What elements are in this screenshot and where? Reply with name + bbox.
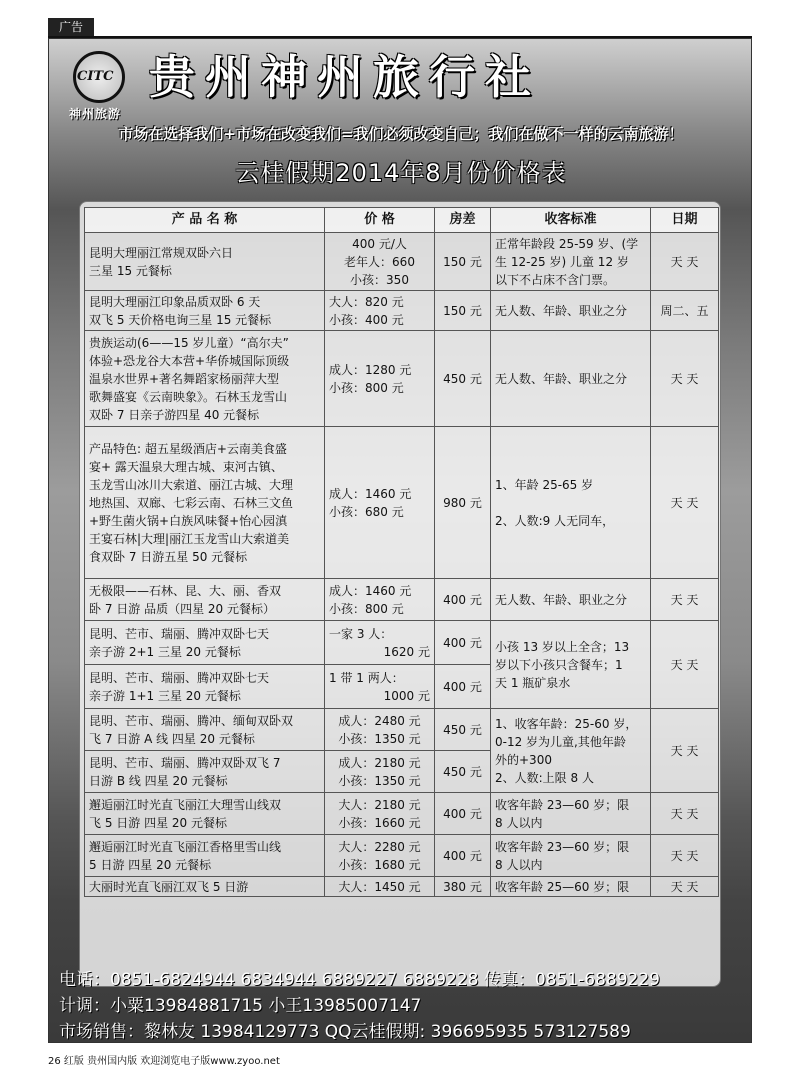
room-diff: 380 元	[435, 877, 491, 897]
poster	[48, 38, 752, 1043]
product-name: 产品特色: 超五星级酒店+云南美食盛 宴+ 露天温泉大理古城、束河古镇、 玉龙雪山冰川大索道、丽江古城、大理 地热国、双廊、七彩云南、石林三文鱼 +野生菌火锅+白族风味餐+怡心园滇 王宴石林|大理|丽江玉龙雪山大索道美 食双卧 7 日游五星 50 元餐标	[85, 427, 325, 579]
date: 天 天	[651, 709, 719, 793]
standard: 1、收客年龄：25-60 岁， 0-12 岁为儿童,其他年龄 外的+300 2、人数:上限 8 人	[491, 709, 651, 793]
standard: 1、年龄 25-65 岁 2、人数:9 人无同车，	[491, 427, 651, 579]
logo-text: CITC	[77, 69, 114, 84]
table-row	[85, 835, 719, 877]
standard: 收客年龄 25—60 岁；限	[491, 877, 651, 897]
date: 天 天	[651, 331, 719, 427]
price: 1 带 1 两人： 1000 元	[325, 665, 435, 709]
price: 成人：1460 元 小孩：800 元	[325, 579, 435, 621]
room-diff: 400 元	[435, 579, 491, 621]
price: 成人：2480 元 小孩：1350 元	[325, 709, 435, 751]
table-row	[85, 331, 719, 427]
price: 400 元/人 老年人：660 小孩：350	[325, 233, 435, 291]
col-header-date: 日期	[651, 208, 719, 233]
col-header-room: 房差	[435, 208, 491, 233]
phone-fax-line: 电话：0851-6824944 6834944 6889227 6889228 传真：0851-6889229	[59, 970, 660, 990]
date: 天 天	[651, 835, 719, 877]
room-diff: 400 元	[435, 793, 491, 835]
contact-block	[49, 967, 752, 1043]
price: 成人：1460 元 小孩：680 元	[325, 427, 435, 579]
room-diff: 400 元	[435, 835, 491, 877]
room-diff: 450 元	[435, 709, 491, 751]
logo-subtext: 神州旅游	[69, 107, 122, 121]
standard: 无人数、年龄、职业之分	[491, 331, 651, 427]
planner-line: 计调：小粟13984881715 小王13985007147	[59, 996, 422, 1016]
table-header-row	[85, 208, 719, 233]
product-name: 昆明、芒市、瑞丽、腾冲双卧双飞 7 日游 B 线 四星 20 元餐标	[85, 751, 325, 793]
standard: 小孩 13 岁以上全含；13 岁以下小孩只含餐车；1 天 1 瓶矿泉水	[491, 621, 651, 709]
date: 天 天	[651, 579, 719, 621]
brand-title: 贵州神州旅行社	[149, 50, 541, 104]
date: 天 天	[651, 233, 719, 291]
product-name: 昆明大理丽江常规双卧六日 三星 15 元餐标	[85, 233, 325, 291]
room-diff: 400 元	[435, 621, 491, 665]
price: 大人：2280 元 小孩：1680 元	[325, 835, 435, 877]
col-header-product: 产 品 名 称	[85, 208, 325, 233]
product-name: 昆明、芒市、瑞丽、腾冲、缅甸双卧双 飞 7 日游 A 线 四星 20 元餐标	[85, 709, 325, 751]
price-table-panel	[79, 201, 721, 987]
room-diff: 400 元	[435, 665, 491, 709]
table-row	[85, 291, 719, 331]
date: 天 天	[651, 877, 719, 897]
col-header-price: 价 格	[325, 208, 435, 233]
date: 天 天	[651, 427, 719, 579]
price: 大人：1450 元	[325, 877, 435, 897]
citc-logo	[63, 47, 149, 127]
standard: 收客年龄 23—60 岁；限 8 人以内	[491, 835, 651, 877]
price-table	[84, 207, 719, 897]
standard: 收客年龄 23—60 岁；限 8 人以内	[491, 793, 651, 835]
product-name: 昆明、芒市、瑞丽、腾冲双卧七天 亲子游 2+1 三星 20 元餐标	[85, 621, 325, 665]
ad-tag: 广告	[48, 18, 94, 36]
product-name: 昆明、芒市、瑞丽、腾冲双卧七天 亲子游 1+1 三星 20 元餐标	[85, 665, 325, 709]
price-table-title: 云桂假期2014年8月份价格表	[235, 159, 567, 187]
product-name: 邂逅丽江时光直飞丽江香格里雪山线 5 日游 四星 20 元餐标	[85, 835, 325, 877]
room-diff: 150 元	[435, 291, 491, 331]
slogan: 市场在选择我们+市场在改变我们=我们必须改变自己；我们在做不一样的云南旅游！	[118, 125, 684, 143]
standard: 正常年龄段 25-59 岁、(学 生 12-25 岁) 儿童 12 岁 以下不占床不含门票。	[491, 233, 651, 291]
table-row	[85, 621, 719, 665]
table-row	[85, 233, 719, 291]
product-name: 邂逅丽江时光直飞丽江大理雪山线双 飞 5 日游 四星 20 元餐标	[85, 793, 325, 835]
price: 大人：820 元 小孩：400 元	[325, 291, 435, 331]
page-footer: 26 红版 贵州国内版 欢迎浏览电子版www.zyoo.net	[48, 1056, 280, 1067]
price: 大人：2180 元 小孩：1660 元	[325, 793, 435, 835]
table-row	[85, 793, 719, 835]
product-name: 贵族运动(6——15 岁儿童）“高尔夫” 体验+恐龙谷大本营+华侨城国际顶级 温泉水世界+著名舞蹈家杨丽萍大型 歌舞盛宴《云南映象》。石林玉龙雪山 双卧 7 日亲子游四星 40 元餐标	[85, 331, 325, 427]
product-name: 大丽时光直飞丽江双飞 5 日游	[85, 877, 325, 897]
table-body	[85, 233, 719, 897]
standard: 无人数、年龄、职业之分	[491, 291, 651, 331]
room-diff: 980 元	[435, 427, 491, 579]
room-diff: 450 元	[435, 331, 491, 427]
price: 成人：1280 元 小孩：800 元	[325, 331, 435, 427]
date: 周二、五	[651, 291, 719, 331]
col-header-standard: 收客标准	[491, 208, 651, 233]
room-diff: 450 元	[435, 751, 491, 793]
product-name: 无极限——石林、昆、大、丽、香双 卧 7 日游 品质（四星 20 元餐标）	[85, 579, 325, 621]
price: 成人：2180 元 小孩：1350 元	[325, 751, 435, 793]
date: 天 天	[651, 793, 719, 835]
date: 天 天	[651, 621, 719, 709]
table-row	[85, 427, 719, 579]
standard: 无人数、年龄、职业之分	[491, 579, 651, 621]
table-row	[85, 579, 719, 621]
table-row	[85, 709, 719, 751]
table-row	[85, 877, 719, 897]
sales-qq-line: 市场销售：黎林友 13984129773 QQ云桂假期: 396695935 573127589	[59, 1022, 631, 1042]
price: 一家 3 人： 1620 元	[325, 621, 435, 665]
room-diff: 150 元	[435, 233, 491, 291]
product-name: 昆明大理丽江印象品质双卧 6 天 双飞 5 天价格电询三星 15 元餐标	[85, 291, 325, 331]
